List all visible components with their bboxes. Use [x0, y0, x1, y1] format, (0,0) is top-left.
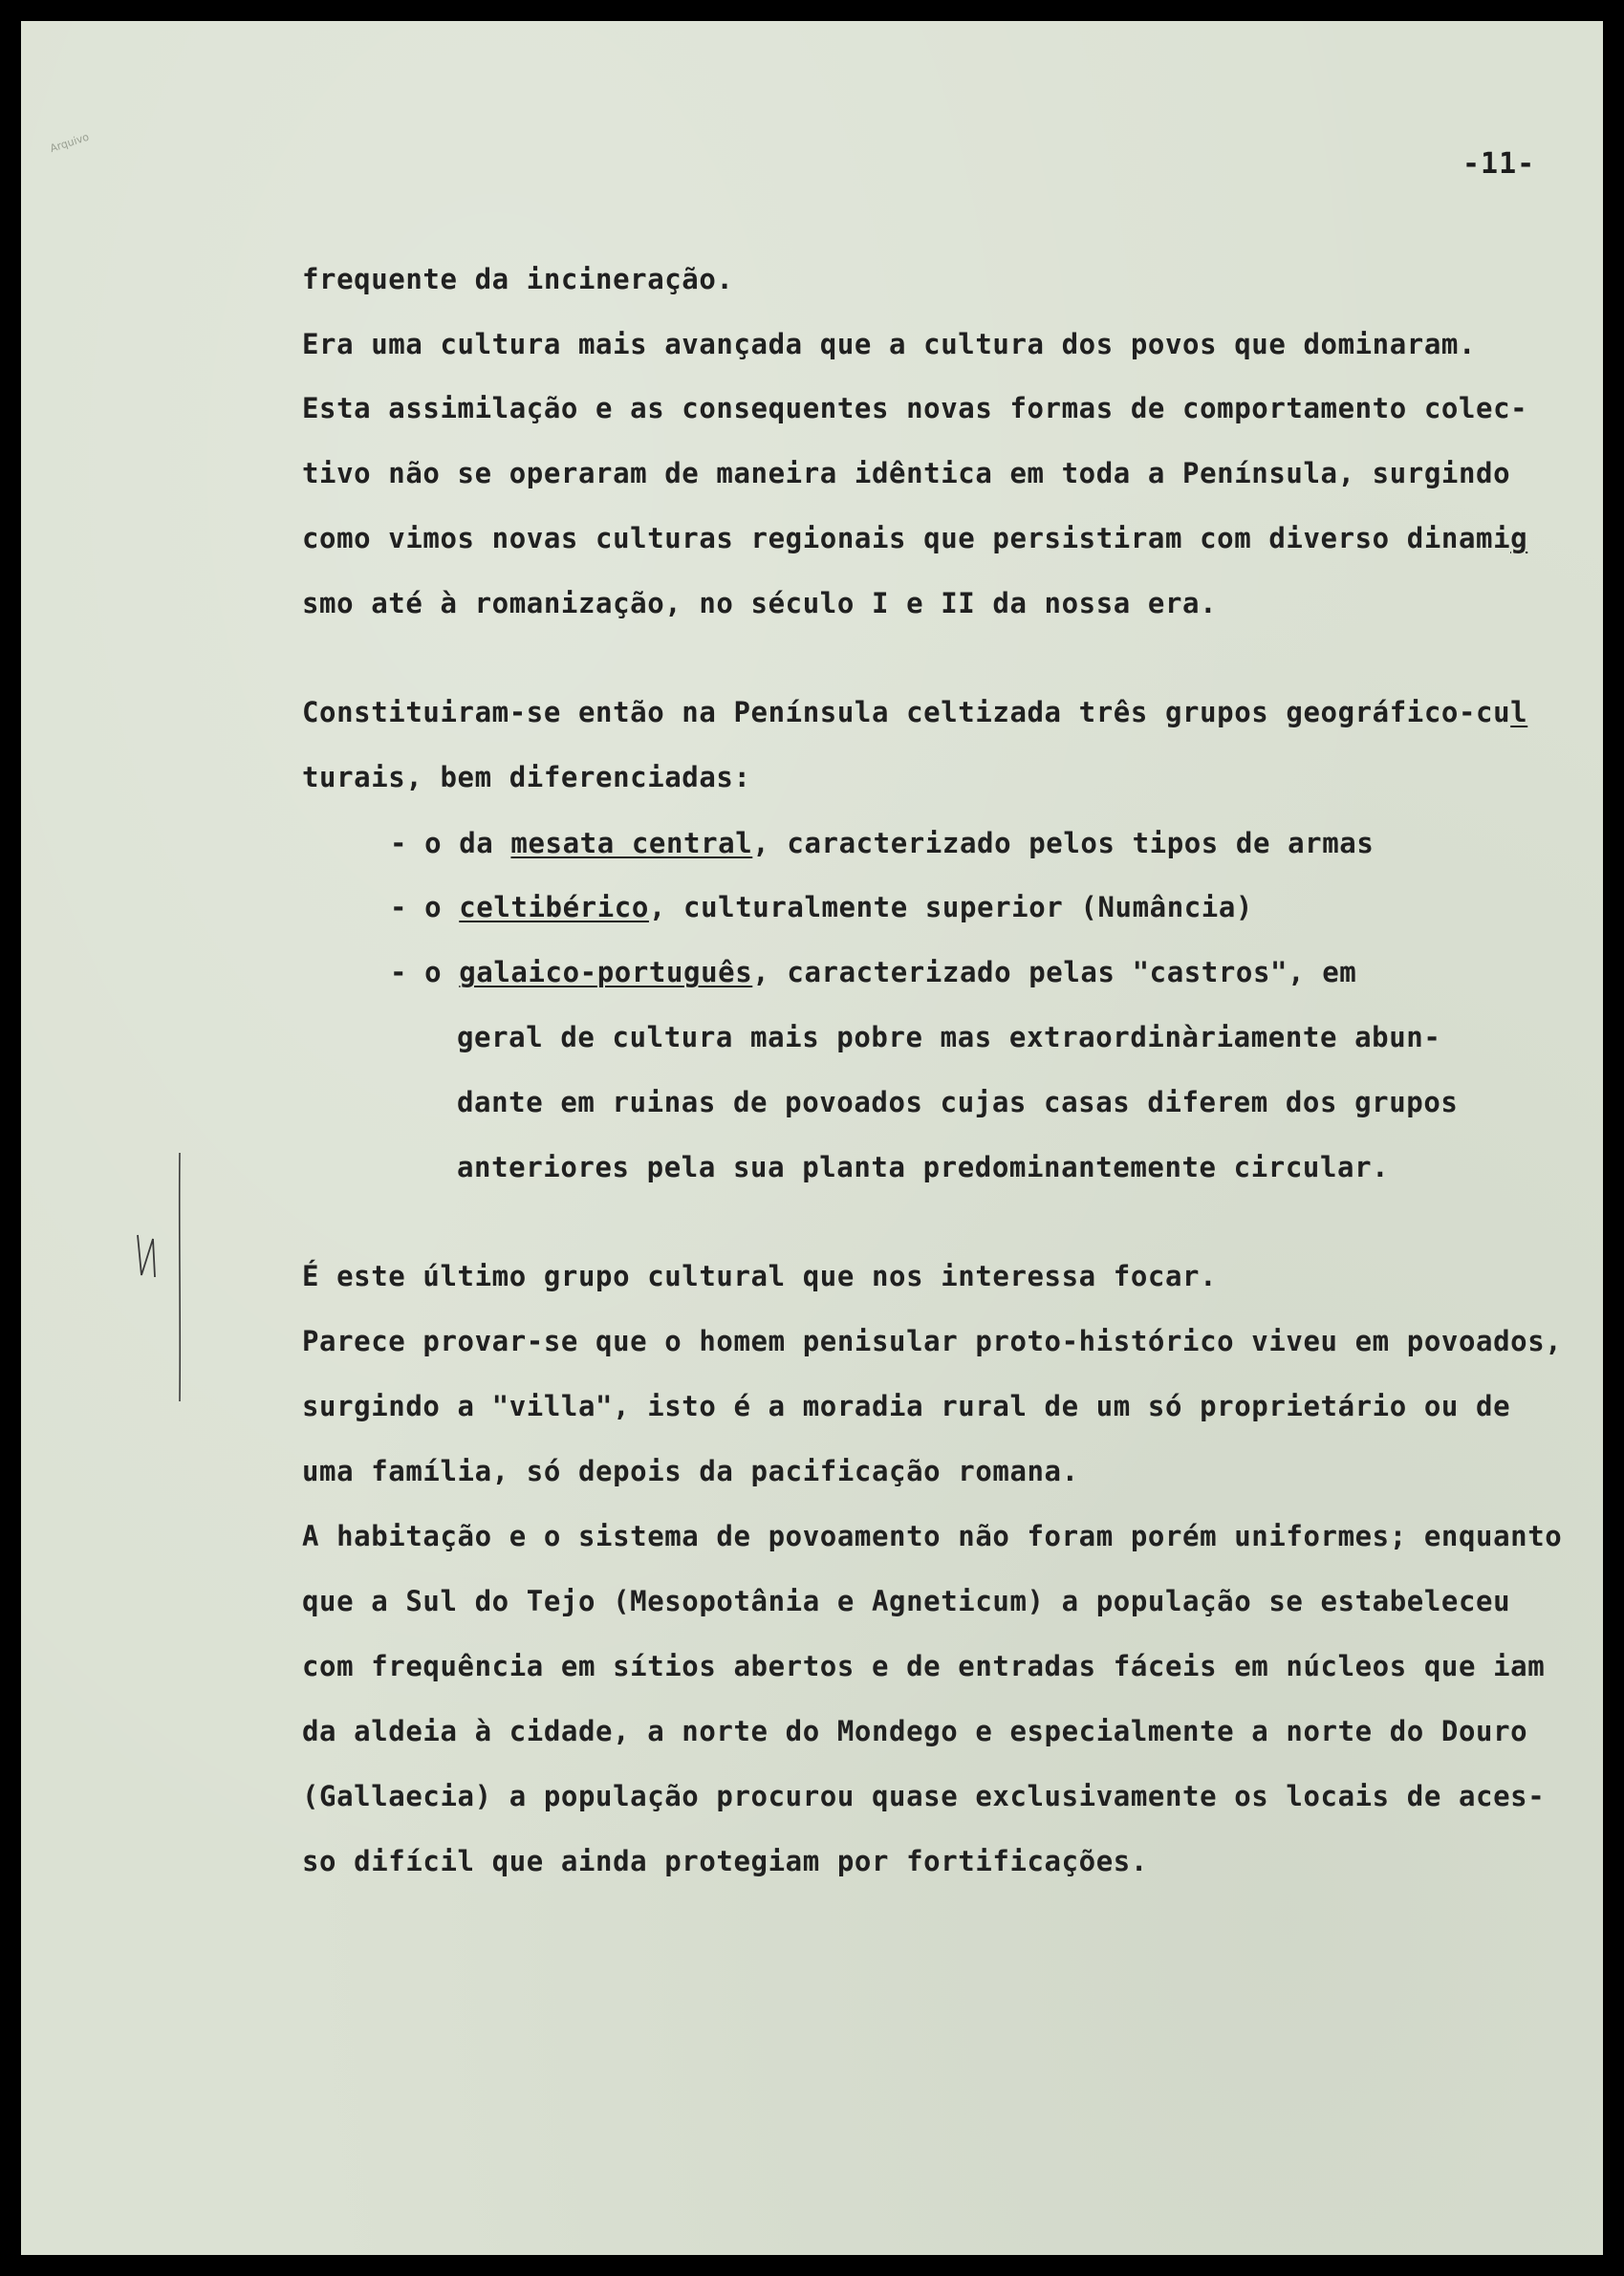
- text-line: da aldeia à cidade, a norte do Mondego e especialmente a norte do Douro: [302, 1715, 1528, 1747]
- underlined-term: mesata central: [510, 827, 753, 859]
- text-line: que a Sul do Tejo (Mesopotânia e Agneticum) a população se estabeleceu: [302, 1585, 1511, 1617]
- list-item-text: , culturalmente superior (Numância): [648, 891, 1253, 923]
- text-line: dante em ruinas de povoados cujas casas diferem dos grupos: [457, 1086, 1459, 1118]
- text-line: com frequência em sítios abertos e de entradas fáceis em núcleos que iam: [302, 1650, 1546, 1682]
- underlined-letter: g: [1510, 522, 1528, 554]
- text-line: frequente da incineração.: [302, 263, 734, 295]
- list-item-text: , caracterizado pelas "castros", em: [752, 956, 1357, 988]
- text-line: smo até à romanização, no século I e II da nossa era.: [302, 587, 1218, 619]
- typewritten-page: [21, 21, 1603, 2255]
- text-line: [302, 693, 1527, 731]
- underlined-term: celtibérico: [459, 891, 649, 923]
- text-line: Esta assimilação e as consequentes novas formas de comportamento colec-: [302, 392, 1528, 424]
- text-line: so difícil que ainda protegiam por fortificações.: [302, 1845, 1148, 1877]
- text-line: geral de cultura mais pobre mas extraordinàriamente abun-: [457, 1021, 1441, 1053]
- text-line: A habitação e o sistema de povoamento não foram porém uniformes; enquanto: [302, 1520, 1563, 1552]
- list-item: [390, 953, 1356, 991]
- list-item: [390, 888, 1253, 926]
- text-line: [302, 519, 1527, 557]
- list-item-text: , caracterizado pelos tipos de armas: [752, 827, 1375, 859]
- list-bullet: - o da: [390, 827, 511, 859]
- text-line: Parece provar-se que o homem penisular proto-histórico viveu em povoados,: [302, 1325, 1563, 1357]
- archive-stamp: Arquivo: [48, 130, 91, 156]
- page-number: -11-: [1462, 147, 1536, 181]
- margin-pencil-line: [178, 1153, 182, 1401]
- underlined-letter: l: [1510, 696, 1528, 728]
- text-fragment: Constituiram-se então na Península celtizada três grupos geográfico-cu: [302, 696, 1511, 728]
- text-line: tivo não se operaram de maneira idêntica em toda a Península, surgindo: [302, 457, 1511, 489]
- list-item: [390, 824, 1374, 862]
- text-line: anteriores pela sua planta predominantemente circular.: [457, 1151, 1390, 1183]
- text-line: surgindo a "villa", isto é a moradia rural de um só proprietário ou de: [302, 1390, 1511, 1422]
- text-line: (Gallaecia) a população procurou quase exclusivamente os locais de aces-: [302, 1780, 1546, 1812]
- margin-pencil-mark: [132, 1227, 161, 1285]
- underlined-term: galaico-português: [459, 956, 753, 988]
- text-fragment: como vimos novas culturas regionais que persistiram com diverso dinami: [302, 522, 1511, 554]
- text-line: Era uma cultura mais avançada que a cultura dos povos que dominaram.: [302, 328, 1477, 360]
- text-line: turais, bem diferenciadas:: [302, 761, 751, 793]
- text-line: É este último grupo cultural que nos interessa focar.: [302, 1260, 1218, 1292]
- text-line: uma família, só depois da pacificação romana.: [302, 1455, 1079, 1487]
- list-bullet: - o: [390, 891, 460, 923]
- list-bullet: - o: [390, 956, 460, 988]
